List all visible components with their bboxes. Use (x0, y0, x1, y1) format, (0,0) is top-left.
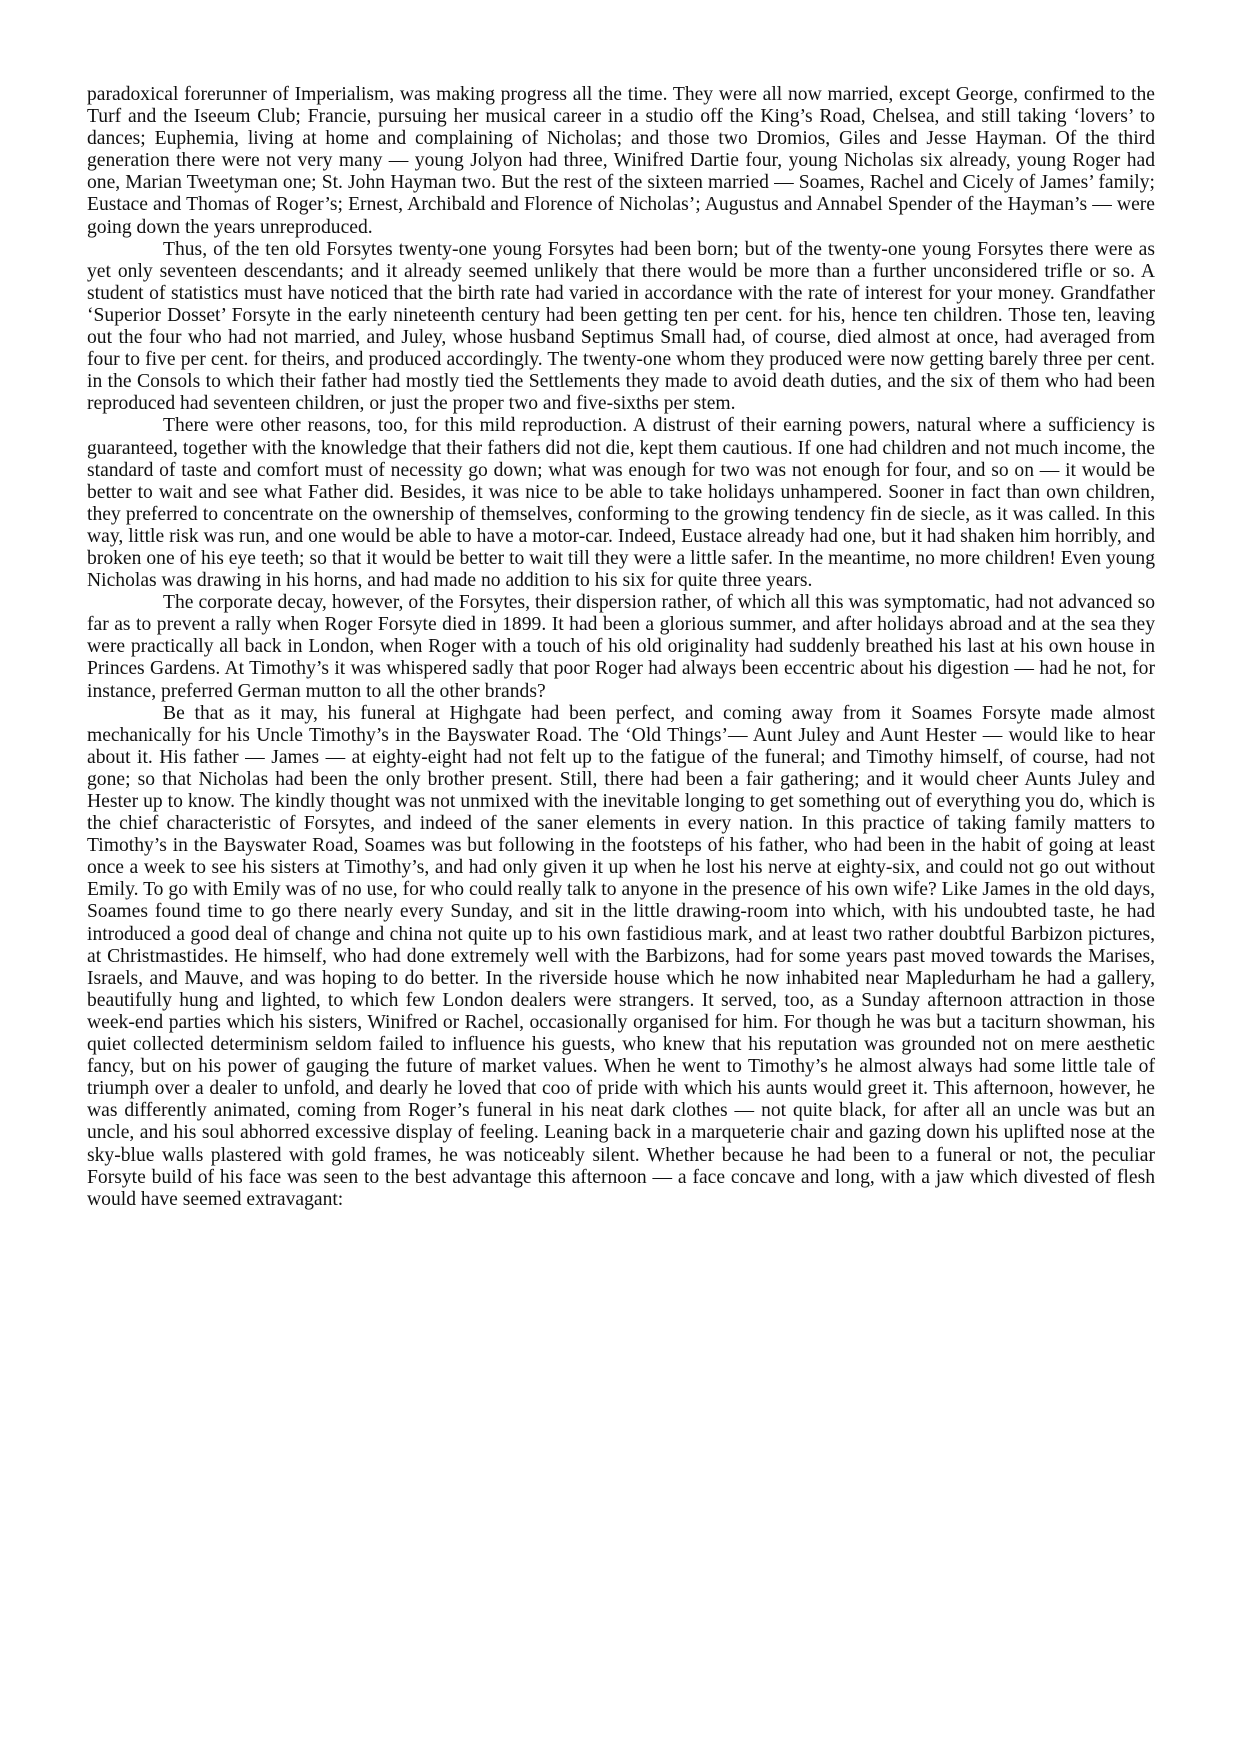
paragraph-continuation: paradoxical forerunner of Imperialism, was making progress all the time. They were all now married, except George, confirmed to the Turf and the Iseeum Club; Francie, pursuing her musical career in a studio off the King’s Road, Chelsea, and still taking ‘lovers’ to dances; Euphemia, living at home and complaining of Nicholas; and those two Dromios, Giles and Jesse Hayman. Of the third generation there were not very many — young Jolyon had three, Winifred Dartie four, young Nicholas six already, young Roger had one, Marian Tweetyman one; St. John Hayman two. But the rest of the sixteen married — Soames, Rachel and Cicely of James’ family; Eustace and Thomas of Roger’s; Ernest, Archibald and Florence of Nicholas’; Augustus and Annabel Spender of the Hayman’s — were going down the years unreproduced. (87, 84, 1155, 238)
paragraph-birth-rate: Thus, of the ten old Forsytes twenty-one young Forsytes had been born; but of the twenty-one young Forsytes there were as yet only seventeen descendants; and it already seemed unlikely that there would be more than a further unconsidered trifle or so. A student of statistics must have noticed that the birth rate had varied in accordance with the rate of interest for your money. Grandfather ‘Superior Dosset’ Forsyte in the early nineteenth century had been getting ten per cent. for his, hence ten children. Those ten, leaving out the four who had not married, and Juley, whose husband Septimus Small had, of course, died almost at once, had averaged from four to five per cent. for theirs, and produced accordingly. The twenty-one whom they produced were now getting barely three per cent. in the Consols to which their father had mostly tied the Settlements they made to avoid death duties, and the six of them who had been reproduced had seventeen children, or just the proper two and five-sixths per stem. (87, 238, 1155, 415)
paragraph-funeral: Be that as it may, his funeral at Highgate had been perfect, and coming away from it Soames Forsyte made almost mechanically for his Uncle Timothy’s in the Bayswater Road. The ‘Old Things’— Aunt Juley and Aunt Hester — would like to hear about it. His father — James — at eighty-eight had not felt up to the fatigue of the funeral; and Timothy himself, of course, had not gone; so that Nicholas had been the only brother present. Still, there had been a fair gathering; and it would cheer Aunts Juley and Hester up to know. The kindly thought was not unmixed with the inevitable longing to get something out of everything you do, which is the chief characteristic of Forsytes, and indeed of the saner elements in every nation. In this practice of taking family matters to Timothy’s in the Bayswater Road, Soames was but following in the footsteps of his father, who had been in the habit of going at least once a week to see his sisters at Timothy’s, and had only given it up when he lost his nerve at eighty-six, and could not go out without Emily. To go with Emily was of no use, for who could really talk to anyone in the presence of his own wife? Like James in the old days, Soames found time to go there nearly every Sunday, and sit in the little drawing-room into which, with his undoubted taste, he had introduced a good deal of change and china not quite up to his own fastidious mark, and at least two rather doubtful Barbizon pictures, at Christmastides. He himself, who had done extremely well with the Barbizons, had for some years past moved towards the Marises, Israels, and Mauve, and was hoping to do better. In the riverside house which he now inhabited near Mapledurham he had a gallery, beautifully hung and lighted, to which few London dealers were strangers. It served, too, as a Sunday afternoon attraction in those week-end parties which his sisters, Winifred or Rachel, occasionally organised for him. For though he was but a taciturn showman, his quiet collected determinism seldom failed to influence his guests, who knew that his reputation was grounded not on mere aesthetic fancy, but on his power of gauging the future of market values. When he went to Timothy’s he almost always had some little tale of triumph over a dealer to unfold, and dearly he loved that coo of pride with which his aunts would greet it. This afternoon, however, he was differently animated, coming from Roger’s funeral in his neat dark clothes — not quite black, for after all an uncle was but an uncle, and his soul abhorred excessive display of feeling. Leaning back in a marqueterie chair and gazing down his uplifted nose at the sky-blue walls plastered with gold frames, he was noticeably silent. Whether because he had been to a funeral or not, the peculiar Forsyte build of his face was seen to the best advantage this afternoon — a face concave and long, with a jaw which divested of flesh would have seemed extravagant: (87, 702, 1155, 1210)
document-page (87, 84, 1155, 1211)
paragraph-corporate-decay: The corporate decay, however, of the Forsytes, their dispersion rather, of which all this was symptomatic, had not advanced so far as to prevent a rally when Roger Forsyte died in 1899. It had been a glorious summer, and after holidays abroad and at the sea they were practically all back in London, when Roger with a touch of his old originality had suddenly breathed his last at his own house in Princes Gardens. At Timothy’s it was whispered sadly that poor Roger had always been eccentric about his digestion — had he not, for instance, preferred German mutton to all the other brands? (87, 592, 1155, 702)
paragraph-reproduction-reasons: There were other reasons, too, for this mild reproduction. A distrust of their earning powers, natural where a sufficiency is guaranteed, together with the knowledge that their fathers did not die, kept them cautious. If one had children and not much income, the standard of taste and comfort must of necessity go down; what was enough for two was not enough for four, and so on — it would be better to wait and see what Father did. Besides, it was nice to be able to take holidays unhampered. Sooner in fact than own children, they preferred to concentrate on the ownership of themselves, conforming to the growing tendency fin de siecle, as it was called. In this way, little risk was run, and one would be able to have a motor-car. Indeed, Eustace already had one, but it had shaken him horribly, and broken one of his eye teeth; so that it would be better to wait till they were a little safer. In the meantime, no more children! Even young Nicholas was drawing in his horns, and had made no addition to his six for quite three years. (87, 415, 1155, 592)
